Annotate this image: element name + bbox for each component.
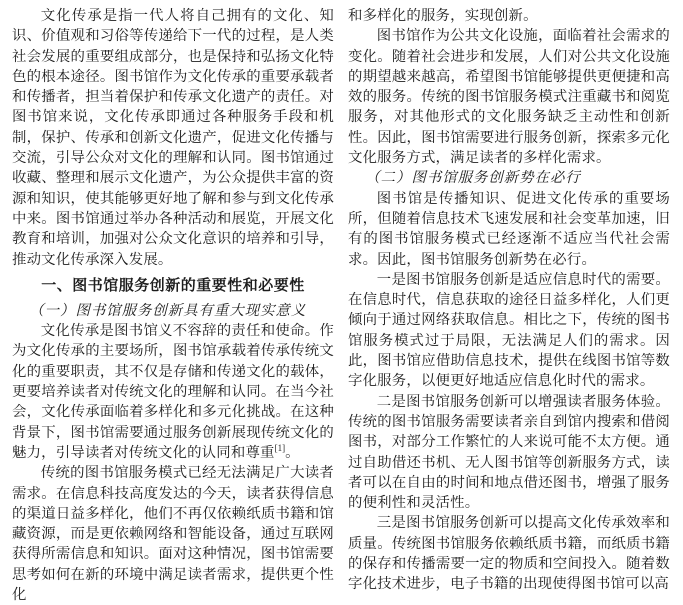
paragraph-with-citation: [12, 321, 334, 463]
subsection-heading: （二）图书馆服务创新势在必行: [365, 170, 581, 187]
paragraph: 传统的图书馆服务模式已经无法满足广大读者需求。在信息科技高度发达的今天，读者获得信息的渠道日益多样化，他们不再仅依赖纸质书籍和馆藏资源，而是更依赖网络和智能设备，通过互联网获得所需信息和知识。面对这种情况，图书馆需要思考如何在新的环境中满足读者需求，提供更个性化: [12, 465, 334, 604]
right-column: [348, 6, 670, 595]
paragraph: 文化传承是指一代人将自己拥有的文化、知识、价值观和习俗等传递给下一代的过程，是人类社会发展的重要组成部分，也是保持和弘扬文化特色的根本途径。图书馆作为文化传承的重要承载者和传播者，担当着保护和传承文化遗产的责任。对图书馆来说，文化传承即通过各种服务手段和机制，保护、传承和创新文化遗产，促进文化传播与交流，引导公众对文化的理解和认同。图书馆通过收藏、整理和展示文化遗产，为公众提供丰富的资源和知识，使其能够更好地了解和参与到文化传承中来。图书馆通过举办各种活动和展览，开展文化教育和培训，加强对公众文化意识的培养和引导，推动文化传承深入发展。: [12, 8, 334, 268]
section-heading: 一、图书馆服务创新的重要性和必要性: [41, 276, 305, 294]
paragraph: 一是图书馆服务创新是适应信息时代的需要。在信息时代，信息获取的途径日益多样化，人们更倾向于通过网络获取信息。相比之下，传统的图书馆服务模式过于局限，无法满足人们的需求。因此，图书馆应借助信息技术，提供在线图书馆等数字化服务，以便更好地适应信息化时代的需求。: [348, 271, 670, 390]
citation-post-text: 。: [285, 444, 300, 461]
citation-pre-text: 文化传承是图书馆义不容辞的责任和使命。作为文化传承的主要场所，图书馆承载着传承传统文化的重要职责，其不仅是存储和传递文化的载体，更要培养读者对传统文化的理解和认同。在当今社会，文化传承面临着多样化和多元化挑战。在这种背景下，图书馆需要通过服务创新展现传统文化的魅力，引导读者对传统文化的认同和尊重: [12, 323, 334, 461]
citation-marker: [1]: [274, 443, 286, 454]
paragraph: 二是图书馆服务创新可以增强读者服务体验。传统的图书馆服务需要读者亲自到馆内搜索和借阅图书，对部分工作繁忙的人来说可能不太方便。通过自助借还书机、无人图书馆等创新服务方式，读者可以在自由的时间和地点借还图书，增强了服务的便利性和灵活性。: [348, 393, 670, 512]
left-column: [12, 6, 334, 604]
subsection-heading: （一）图书馆服务创新具有重大现实意义: [29, 302, 307, 319]
paragraph: 图书馆是传播知识、促进文化传承的重要场所，但随着信息技术飞速发展和社会变革加速，旧有的图书馆服务模式已经逐渐不适应当代社会需求。因此，图书馆服务创新势在必行。: [348, 190, 670, 268]
paragraph-continuation: 和多样化的服务，实现创新。: [348, 8, 538, 24]
paragraph: 三是图书馆服务创新可以提高文化传承效率和质量。传统图书馆服务依赖纸质书籍，而纸质书籍的保存和传播需要一定的物质和空间投入。随着数字化技术进步，电子书籍的出现使得图书馆可以高: [348, 515, 670, 593]
paragraph: 图书馆作为公共文化设施，面临着社会需求的变化。随着社会进步和发展，人们对公共文化设施的期望越来越高，希望图书馆能够提供更便捷和高效的服务。传统的图书馆服务模式注重藏书和阅览服务，对其他形式的文化服务缺乏主动性和创新性。因此，图书馆需要进行服务创新，探索多元化文化服务方式，满足读者的多样化需求。: [348, 28, 670, 167]
